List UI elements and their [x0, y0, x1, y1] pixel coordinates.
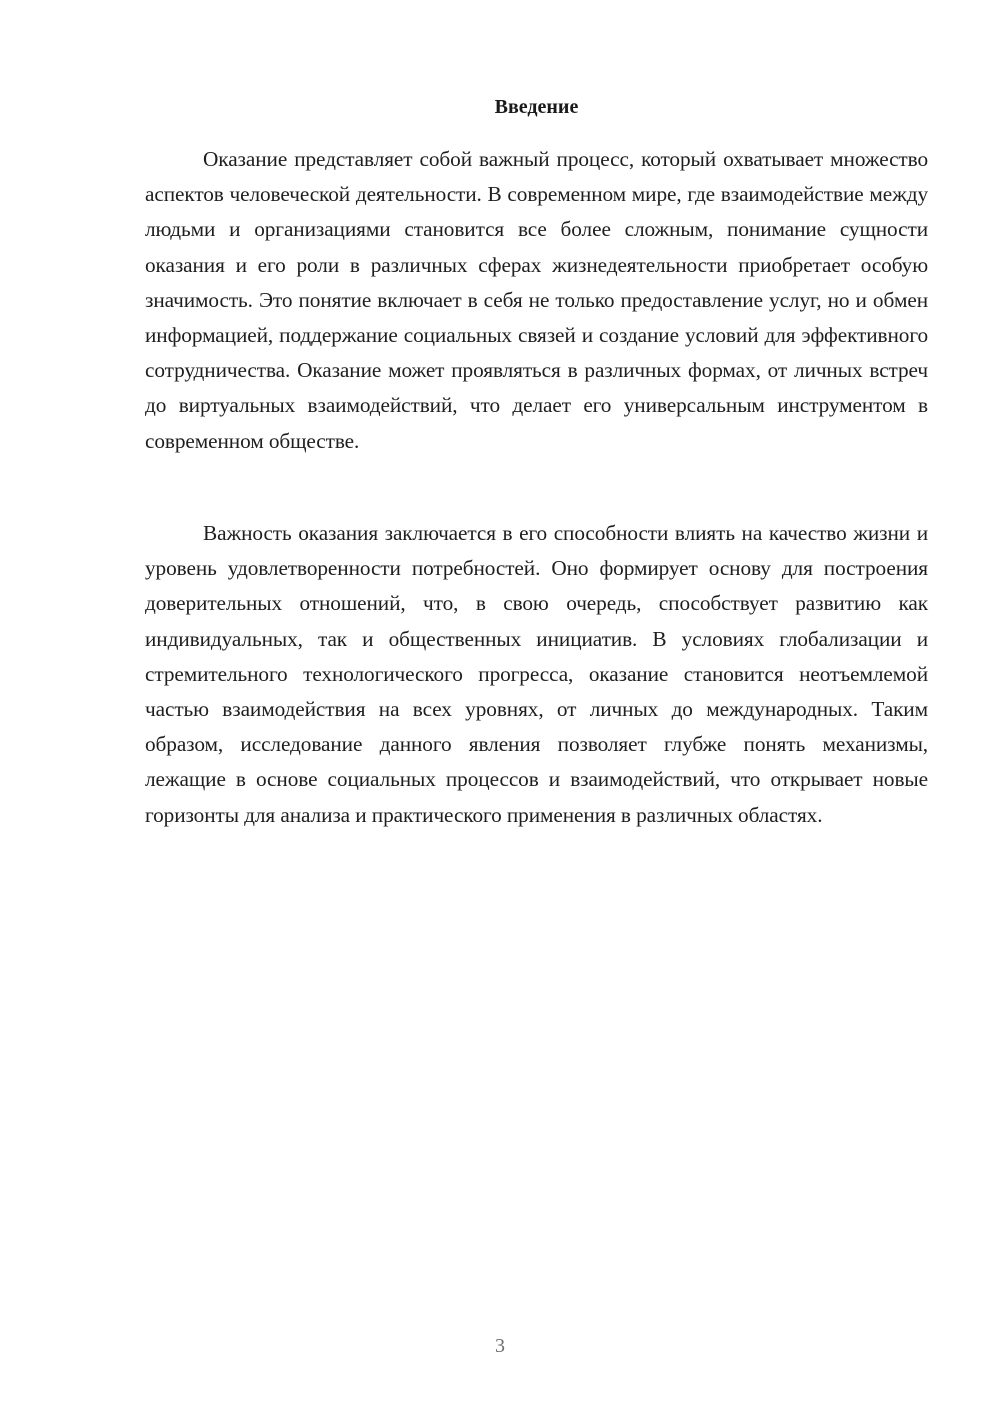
page-number: 3	[495, 1335, 505, 1357]
paragraph-2: Важность оказания заключается в его способности влиять на качество жизни и уровень удовлетворенности потребностей. Оно формирует основу для построения доверительных отношений, что, в свою очередь, способствует развитию как индивидуальных, так и общественных инициатив. В условиях глобализации и стремительного технологического прогресса, оказание становится неотъемлемой частью взаимодействия на всех уровнях, от личных до международных. Таким образом, исследование данного явления позволяет глубже понять механизмы, лежащие в основе социальных процессов и взаимодействий, что открывает новые горизонты для анализа и практического применения в различных областях.	[145, 521, 928, 827]
section-heading: Введение	[494, 96, 579, 118]
paragraph-1: Оказание представляет собой важный процесс, который охватывает множество аспектов человеческой деятельности. В современном мире, где взаимодействие между людьми и организациями становится все более сложным, понимание сущности оказания и его роли в различных сферах жизнедеятельности приобретает особую значимость. Это понятие включает в себя не только предоставление услуг, но и обмен информацией, поддержание социальных связей и создание условий для эффективного сотрудничества. Оказание может проявляться в различных формах, от личных встреч до виртуальных взаимодействий, что делает его универсальным инструментом в современном обществе.	[145, 147, 928, 453]
